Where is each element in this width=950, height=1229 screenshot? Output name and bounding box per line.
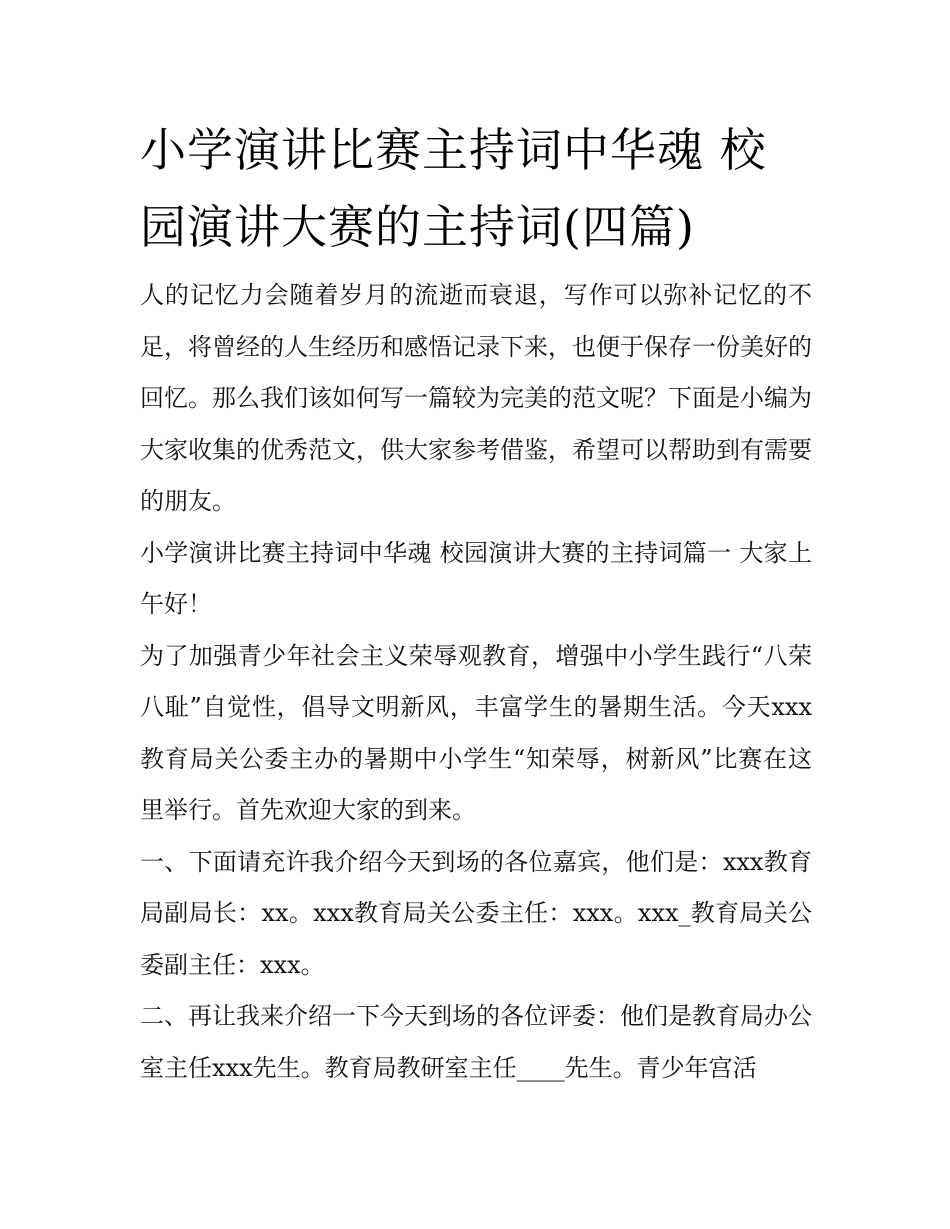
judges-paragraph: 二、再让我来介绍一下今天到场的各位评委：他们是教育局办公室主任xxx先生。教育局教研室主任____先生。青少年宫活 (140, 1002, 812, 1082)
section-one-heading: 小学演讲比赛主持词中华魂 校园演讲大赛的主持词篇一 大家上午好！ (140, 538, 812, 618)
guests-paragraph: 一、下面请充许我介绍今天到场的各位嘉宾，他们是：xxx教育局副局长：xx。xxx教育局关公委主任：xxx。xxx_教育局关公委副主任：xxx。 (140, 847, 812, 979)
document-title: 小学演讲比赛主持词中华魂 校园演讲大赛的主持词(四篇) (140, 123, 767, 254)
body-paragraph: 为了加强青少年社会主义荣辱观教育，增强中小学生践行“八荣八耻”自觉性，倡导文明新风，丰富学生的暑期生活。今天xxx教育局关公委主办的暑期中小学生“知荣辱，树新风”比赛在这里举行。首先欢迎大家的到来。 (140, 641, 812, 824)
document-page (140, 112, 812, 1094)
intro-paragraph: 人的记忆力会随着岁月的流逝而衰退，写作可以弥补记忆的不足，将曾经的人生经历和感悟记录下来，也便于保存一份美好的回忆。那么我们该如何写一篇较为完美的范文呢？下面是小编为大家收集的优秀范文，供大家参考借鉴，希望可以帮助到有需要的朋友。 (140, 281, 812, 515)
